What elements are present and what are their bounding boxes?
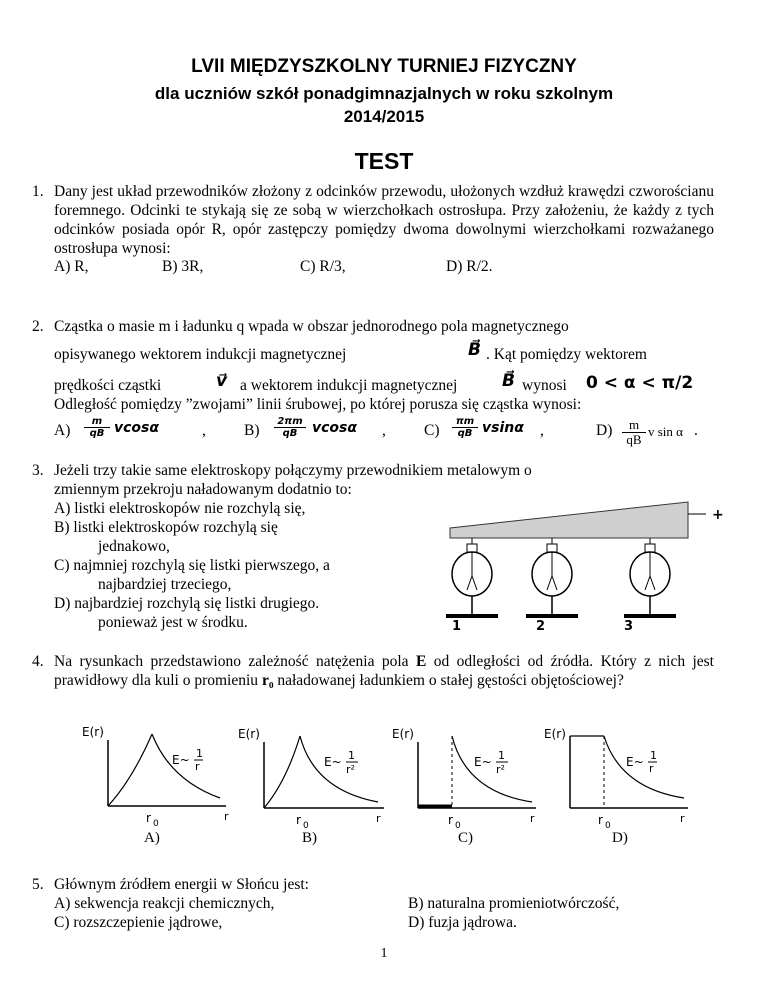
q2-answer-c-label: C): [424, 422, 440, 439]
plus-sign: +: [712, 507, 724, 523]
y-axis-label: E(r): [544, 727, 566, 741]
question-number: 1.: [32, 183, 44, 200]
x-r0-sub: 0: [455, 821, 461, 831]
formula-den: r: [649, 762, 654, 775]
q1-answer-b: B) 3R,: [162, 258, 204, 275]
q2-answer-b-expr: vcosα: [312, 420, 357, 436]
question-1: [32, 182, 714, 258]
q2-line-3a: prędkości cząstki: [54, 377, 162, 394]
question-number: 5.: [32, 876, 44, 893]
q2-answer-d-label: D): [596, 422, 613, 439]
q1-answer-a: A) R,: [54, 258, 89, 275]
numerator: m: [622, 418, 646, 433]
q2-answer-a-fraction: [84, 416, 110, 439]
electroscope-3: [624, 538, 676, 618]
q2-line-1: Cząstka o masie m i ładunku q wpada w obszar jednorodnego pola magnetycznego: [54, 318, 569, 335]
q2-answer-a-label: A): [54, 422, 71, 439]
q4-text-2: od odległości od źródła. Który z nich jest prawidłowy dla kuli o promieniu: [54, 653, 714, 689]
q2-answer-a-expr: vcosα: [114, 420, 159, 436]
question-number: 3.: [32, 462, 44, 479]
y-axis-label: E(r): [82, 725, 104, 739]
contest-subtitle: [0, 82, 768, 128]
q3-option-c-cont: najbardziej trzeciego,: [98, 576, 232, 593]
numerator: 2πm: [274, 416, 306, 428]
q2-answer-d-expr: v sin α: [648, 424, 683, 439]
q5-answer-b: B) naturalna promieniotwórczość,: [408, 895, 620, 912]
curve-rise: [264, 736, 300, 808]
formula-den: r²: [496, 763, 505, 776]
x-r0-sub: 0: [153, 819, 159, 829]
question-4: [32, 652, 714, 690]
electroscope-2: [526, 538, 578, 618]
x-axis-label: r: [530, 812, 535, 825]
test-heading: TEST: [354, 148, 414, 174]
conductor-bar: [450, 502, 688, 538]
q3-line-1: Jeżeli trzy takie same elektroskopy połączymy przewodnikiem metalowym o: [54, 462, 532, 479]
q3-option-b: B) listki elektroskopów rozchylą się: [54, 519, 278, 536]
subtitle-line: dla uczniów szkół ponadgimnazjalnych w roku szkolnym: [154, 84, 614, 103]
denominator: qB: [457, 428, 473, 439]
q3-option-a: A) listki elektroskopów nie rozchylą się,: [54, 500, 306, 517]
q5-answer-c: C) rozszczepienie jądrowe,: [54, 914, 223, 931]
graph-d: [540, 722, 710, 832]
q2-line-2a: opisywanego wektorem indukcji magnetycznej: [54, 346, 347, 363]
electroscope-label-2: 2: [536, 619, 546, 634]
q1-answer-c: C) R/3,: [300, 258, 346, 275]
q4-text-3: naładowanej ładunkiem o stałej gęstości objętościowej?: [273, 672, 624, 689]
formula-den: r: [195, 760, 200, 773]
q1-answer-d: D) R/2.: [446, 258, 493, 275]
q2-line-3b: a wektorem indukcji magnetycznej: [240, 377, 458, 394]
q2-answer-b-label: B): [244, 422, 260, 439]
formula-num: 1: [348, 749, 355, 762]
contest-title: LVII MIĘDZYSZKOLNY TURNIEJ FIZYCZNY: [191, 56, 577, 77]
q2-answer-c-expr: vsinα: [482, 420, 524, 436]
curve-decay: [604, 736, 684, 798]
vector-b-symbol: B⃗: [468, 340, 481, 360]
q4-radius-symbol: r₀: [261, 672, 274, 689]
q2-line-4: Odległość pomiędzy ”zwojami” linii śrubowej, po której porusza się cząstka wynosi:: [54, 396, 582, 413]
separator: ,: [202, 422, 206, 439]
x-axis-label: r: [224, 810, 229, 823]
denominator: qB: [282, 428, 298, 439]
q2-answer-c-fraction: [452, 416, 478, 439]
y-axis-label: E(r): [392, 727, 414, 741]
x-r0-label: r: [146, 811, 151, 825]
question-text: Dany jest układ przewodników złożony z odcinków przewodu, ułożonych wzdłuż krawędzi czworościanu foremnego. Odcinki te stykają się ze sobą w wierzchołkach ostrosłupa. Przy założeniu, że każdy z tych odcinków posiada opór R, opór zastępczy pomiędzy dwoma dowolnymi wierzchołkami rozważanego ostrosłupa wynosi:: [54, 183, 714, 257]
graph-a-caption: A): [144, 830, 160, 846]
graph-a: [70, 720, 240, 830]
q3-option-c: C) najmniej rozchylą się listki pierwszego, a: [54, 557, 330, 574]
formula-num: 1: [498, 749, 505, 762]
graph-b: [228, 722, 398, 832]
curve-rise: [108, 734, 152, 806]
formula-num: 1: [196, 747, 203, 760]
graph-d-caption: D): [612, 830, 628, 846]
vector-v-symbol: v⃗: [216, 371, 228, 391]
separator: .: [694, 422, 698, 439]
numerator: m: [84, 416, 110, 428]
formula-left: E~: [626, 755, 644, 769]
x-axis-label: r: [376, 812, 381, 825]
q4-text-1: Na rysunkach przedstawiono zależność natężenia pola: [54, 653, 416, 670]
graph-c: [386, 722, 556, 832]
q2-line-2b: . Kąt pomiędzy wektorem: [486, 346, 647, 363]
q5-answer-d: D) fuzja jądrowa.: [408, 914, 517, 931]
numerator: πm: [452, 416, 478, 428]
denominator: qB: [626, 432, 642, 447]
electroscope-label-1: 1: [452, 619, 462, 634]
q2-answer-b-fraction: [274, 416, 306, 439]
x-r0-label: r: [598, 813, 603, 827]
angle-condition: 0 < α < π/2: [586, 373, 694, 393]
denominator: qB: [89, 428, 105, 439]
formula-left: E~: [474, 755, 492, 769]
question-number: 2.: [32, 318, 44, 335]
q2-answer-d-fraction: [622, 418, 646, 447]
curve-decay: [300, 736, 378, 802]
x-r0-label: r: [296, 813, 301, 827]
electroscope-1: [446, 538, 498, 618]
q3-option-d: D) najbardziej rozchylą się listki drugiego.: [54, 595, 320, 612]
vector-b-symbol: B⃗: [502, 371, 515, 391]
q3-option-b-cont: jednakowo,: [98, 538, 170, 555]
q3-option-d-cont: ponieważ jest w środku.: [98, 614, 248, 631]
y-axis-label: E(r): [238, 727, 260, 741]
x-r0-sub: 0: [605, 821, 611, 831]
electroscope-figure: [436, 498, 726, 634]
graph-b-caption: B): [302, 830, 317, 846]
x-r0-label: r: [448, 813, 453, 827]
q3-line-2: zmiennym przekroju naładowanym dodatnio to:: [54, 481, 352, 498]
formula-left: E~: [324, 755, 342, 769]
formula-den: r²: [346, 763, 355, 776]
school-year: 2014/2015: [343, 107, 425, 126]
q5-line-1: Głównym źródłem energii w Słońcu jest:: [54, 876, 309, 893]
question-number: 4.: [32, 653, 44, 670]
q4-field-symbol: E: [415, 653, 427, 670]
q5-answer-a: A) sekwencja reakcji chemicznych,: [54, 895, 275, 912]
page-number: 1: [380, 946, 388, 961]
graph-c-caption: C): [458, 830, 473, 846]
x-axis-label: r: [680, 812, 685, 825]
curve-decay: [452, 736, 532, 802]
formula-left: E~: [172, 753, 190, 767]
separator: ,: [540, 422, 544, 439]
formula-num: 1: [650, 749, 657, 762]
x-r0-sub: 0: [303, 821, 309, 831]
separator: ,: [382, 422, 386, 439]
q2-line-3c: wynosi: [522, 377, 567, 394]
electroscope-label-3: 3: [624, 619, 634, 634]
